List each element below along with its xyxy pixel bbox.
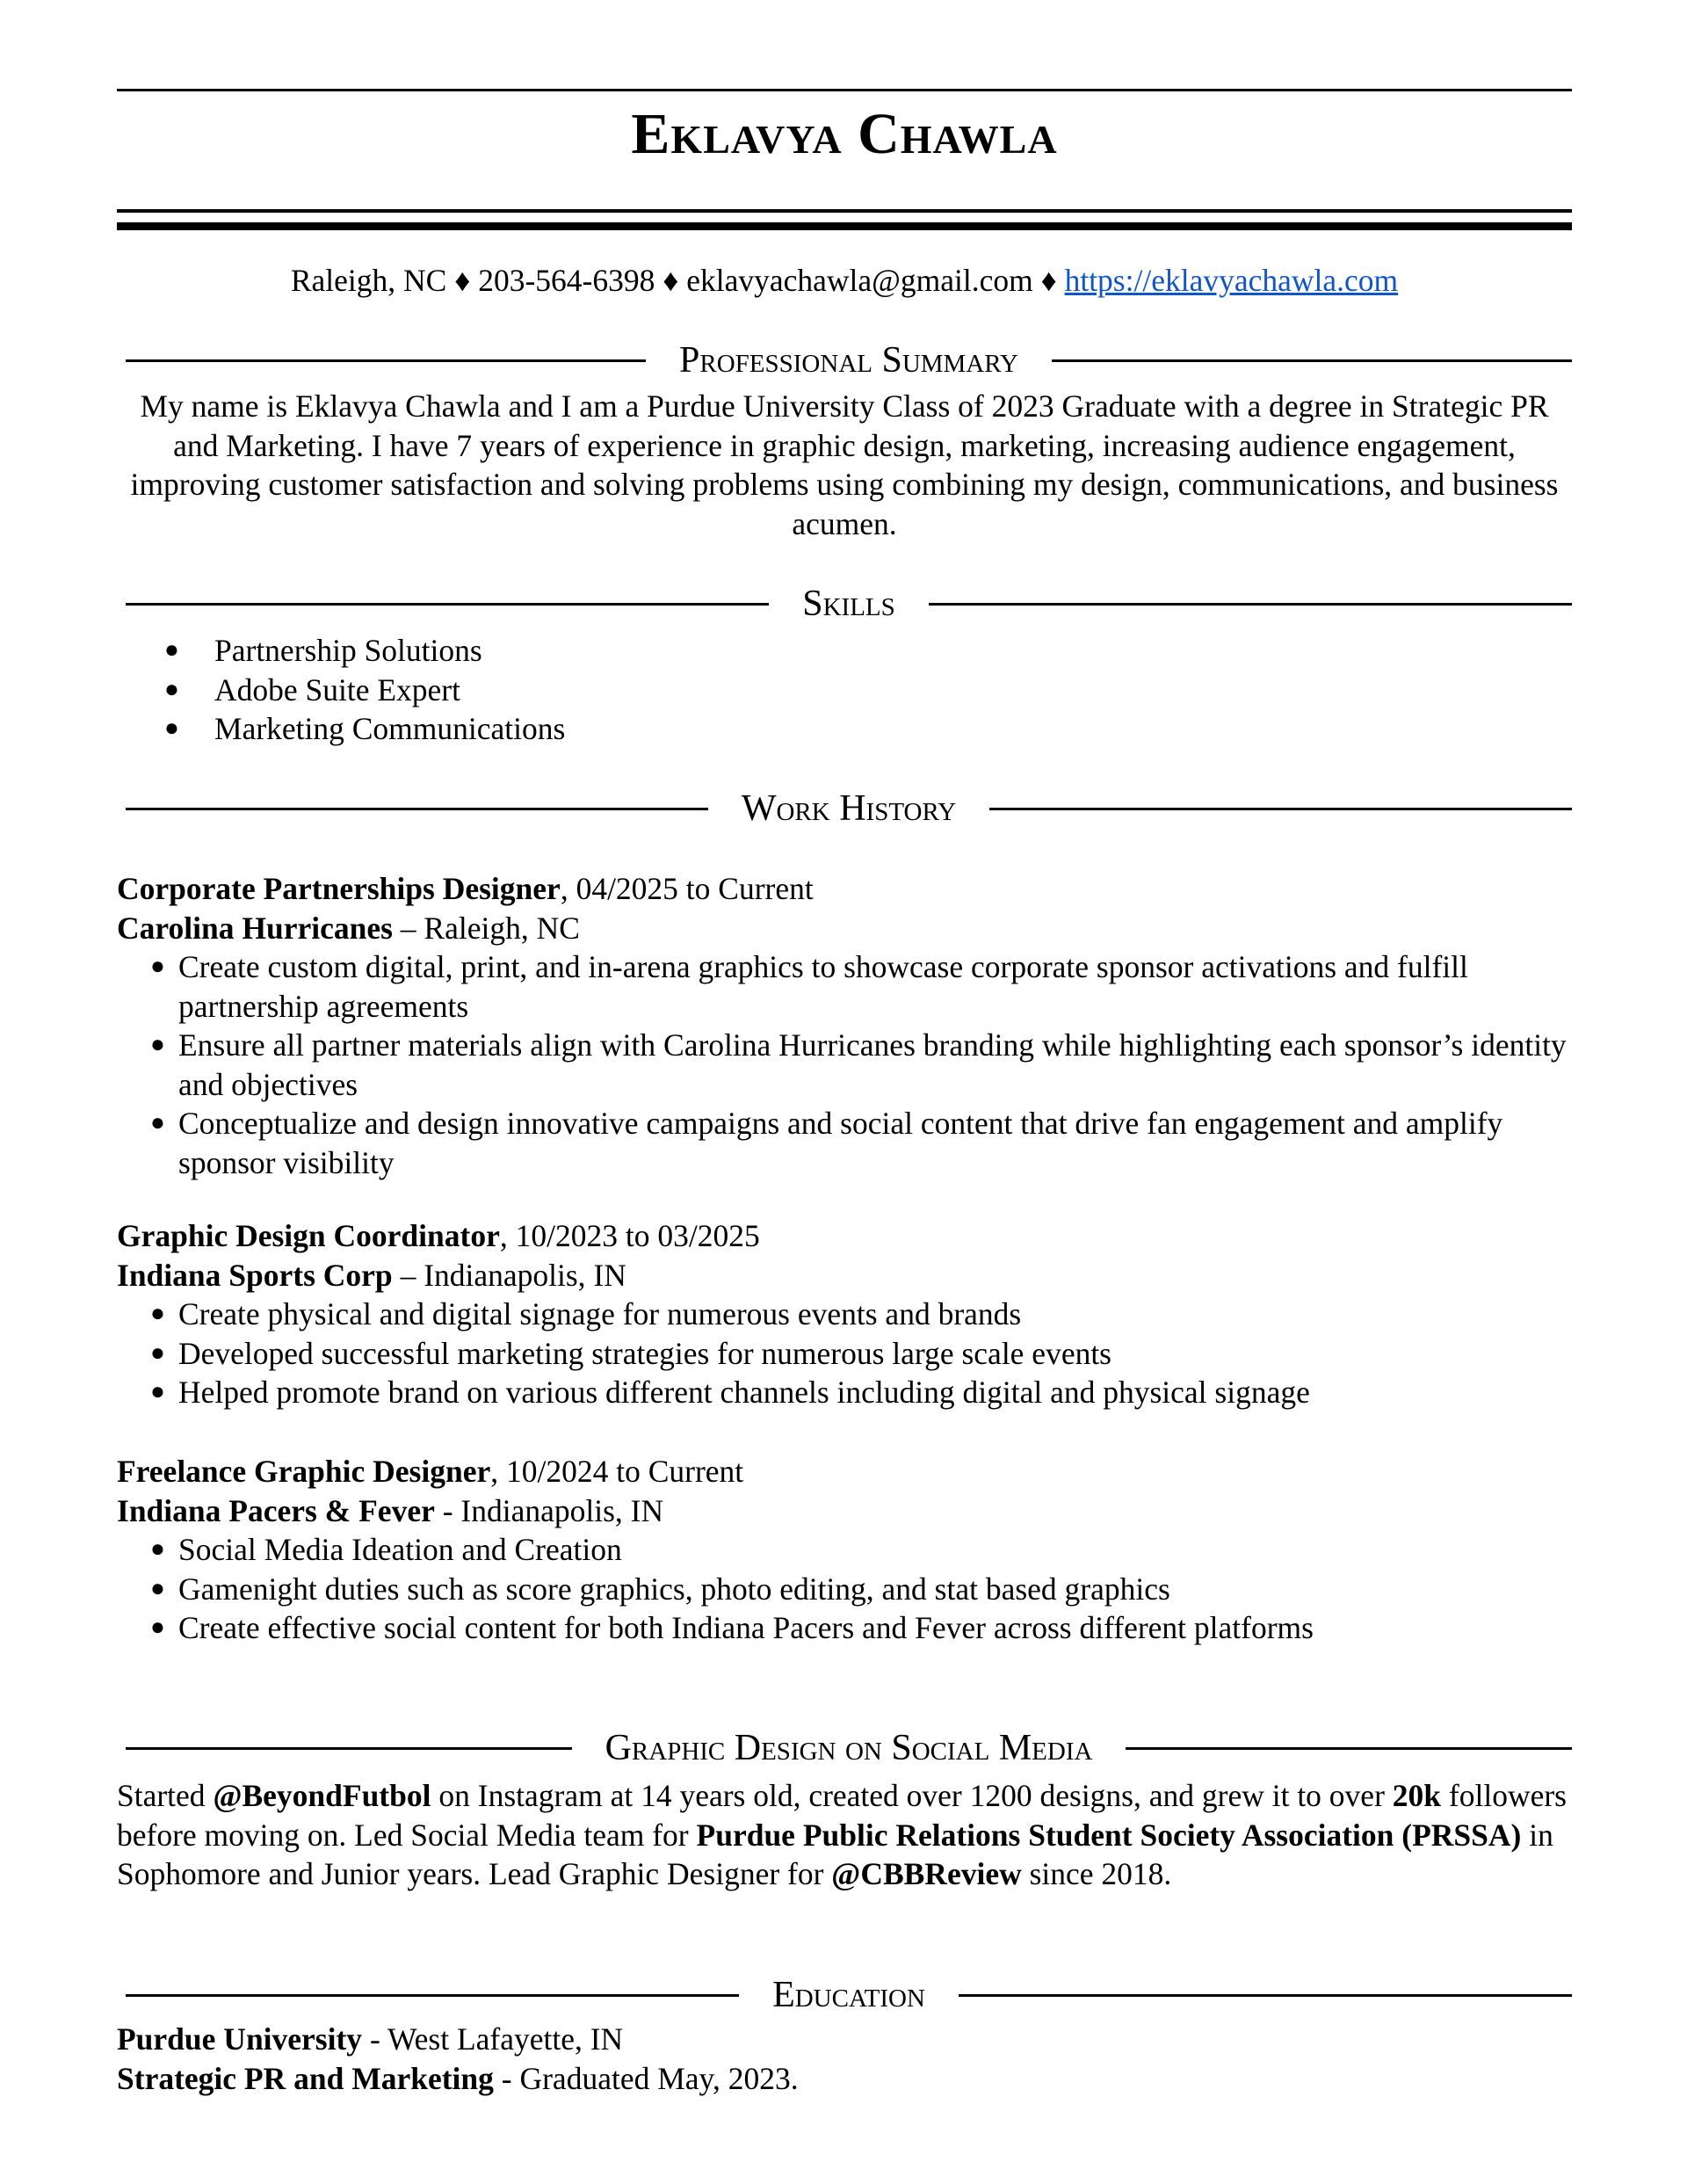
handle: @CBBReview <box>831 1856 1022 1891</box>
school-location: - West Lafayette, IN <box>362 2021 624 2057</box>
job-bullet: ● Developed successful marketing strategies for numerous large scale events <box>117 1334 1572 1374</box>
job-bullet: ● Helped promote brand on various different channels including digital and physical signage <box>117 1373 1572 1412</box>
section-title: Professional Summary <box>679 340 1018 381</box>
header-thick-rule <box>117 222 1572 230</box>
location: Raleigh, NC <box>290 263 447 298</box>
text: on Instagram at 14 years old, created over 1200 designs, and grew it to over <box>431 1778 1393 1813</box>
divider <box>126 1994 739 1997</box>
job-role: Freelance Graphic Designer <box>117 1454 491 1489</box>
degree-note: - Graduated May, 2023. <box>493 2060 799 2096</box>
job-entry <box>117 1452 1572 1648</box>
divider <box>126 359 646 362</box>
header-thin-rule <box>117 209 1572 213</box>
job-dates: , 10/2024 to Current <box>490 1454 744 1489</box>
job-role: Corporate Partnerships Designer <box>117 871 561 906</box>
school: Purdue University <box>117 2021 363 2057</box>
divider <box>989 808 1572 810</box>
diamond-separator-icon: ♦ <box>662 263 679 298</box>
education-entry <box>117 2020 1572 2098</box>
job-title-line <box>117 1452 1572 1491</box>
section-header-summary <box>117 337 1572 383</box>
job-entry <box>117 869 1572 1182</box>
job-location: – Indianapolis, IN <box>392 1257 626 1293</box>
job-bullet: ● Social Media Ideation and Creation <box>117 1530 1572 1570</box>
divider <box>1126 1747 1572 1750</box>
skill-item: ● Adobe Suite Expert <box>117 671 1572 710</box>
divider <box>1052 359 1572 362</box>
contact-line <box>117 261 1572 301</box>
skill-item: ● Marketing Communications <box>117 709 1572 749</box>
text: followers before moving on. Led Social Media team for <box>117 1778 1567 1853</box>
section-title: Skills <box>802 584 895 624</box>
text: in Sophomore and Junior years. Lead Graphic Designer for <box>117 1817 1553 1891</box>
job-location: – Raleigh, NC <box>392 910 580 946</box>
job-bullet: ● Create effective social content for both Indiana Pacers and Fever across different platforms <box>117 1608 1572 1648</box>
job-dates: , 04/2025 to Current <box>560 871 814 906</box>
candidate-name: Eklavya Chawla <box>631 102 1058 166</box>
section-header-skills <box>117 581 1572 627</box>
divider <box>126 603 769 606</box>
job-dates: , 10/2023 to 03/2025 <box>499 1218 760 1253</box>
section-header-social <box>117 1725 1572 1771</box>
job-company: Indiana Sports Corp <box>117 1257 393 1293</box>
phone: 203-564-6398 <box>478 263 655 298</box>
follower-count: 20k <box>1392 1778 1442 1813</box>
email: eklavyachawla@gmail.com <box>686 263 1033 298</box>
job-title-line <box>117 869 1572 909</box>
job-bullet: ● Gamenight duties such as score graphics, photo editing, and stat based graphics <box>117 1570 1572 1609</box>
job-bullet: ● Conceptualize and design innovative campaigns and social content that drive fan engagement and amplify sponsor visibility <box>117 1104 1572 1182</box>
job-company: Carolina Hurricanes <box>117 910 393 946</box>
job-bullet: ● Create custom digital, print, and in-arena graphics to showcase corporate sponsor activations and fulfill partnership agreements <box>117 947 1572 1026</box>
job-company-line <box>117 909 1572 948</box>
text: since 2018. <box>1021 1856 1172 1891</box>
organization: Purdue Public Relations Student Society Association (PRSSA) <box>696 1817 1522 1853</box>
diamond-separator-icon: ♦ <box>454 263 471 298</box>
job-bullet: ● Ensure all partner materials align with Carolina Hurricanes branding while highlighting each sponsor’s identity and objectives <box>117 1026 1572 1104</box>
section-title: Work History <box>741 788 957 829</box>
top-rule <box>117 89 1572 91</box>
job-entry <box>117 1216 1572 1412</box>
job-company: Indiana Pacers & Fever <box>117 1492 435 1528</box>
job-bullet: ● Create physical and digital signage for numerous events and brands <box>117 1295 1572 1334</box>
diamond-separator-icon: ♦ <box>1040 263 1057 298</box>
skill-item: ● Partnership Solutions <box>117 631 1572 671</box>
divider <box>126 1747 572 1750</box>
job-role: Graphic Design Coordinator <box>117 1218 500 1253</box>
section-header-education <box>117 1972 1572 2018</box>
skills-list <box>117 631 1572 749</box>
section-header-work <box>117 786 1572 831</box>
section-title: Education <box>772 1975 925 2015</box>
job-title-line <box>117 1216 1572 1256</box>
section-title: Graphic Design on Social Media <box>605 1728 1093 1768</box>
website-link[interactable]: https://eklavyachawla.com <box>1064 263 1399 298</box>
job-company-line <box>117 1256 1572 1295</box>
instagram-handle: @BeyondFutbol <box>213 1778 431 1813</box>
text: Started <box>117 1778 214 1813</box>
divider <box>126 808 708 810</box>
summary-text: My name is Eklavya Chawla and I am a Purdue University Class of 2023 Graduate with a degree in Strategic PR and Marketing. I have 7 years of experience in graphic design, marketing, increasing audience engagement, improving customer satisfaction and solving problems using combining my design, communications, and business acumen. <box>130 388 1559 541</box>
divider <box>959 1994 1572 1997</box>
divider <box>929 603 1572 606</box>
job-location: - Indianapolis, IN <box>434 1492 664 1528</box>
social-text <box>117 1776 1572 1894</box>
job-company-line <box>117 1491 1572 1531</box>
degree: Strategic PR and Marketing <box>117 2060 494 2096</box>
